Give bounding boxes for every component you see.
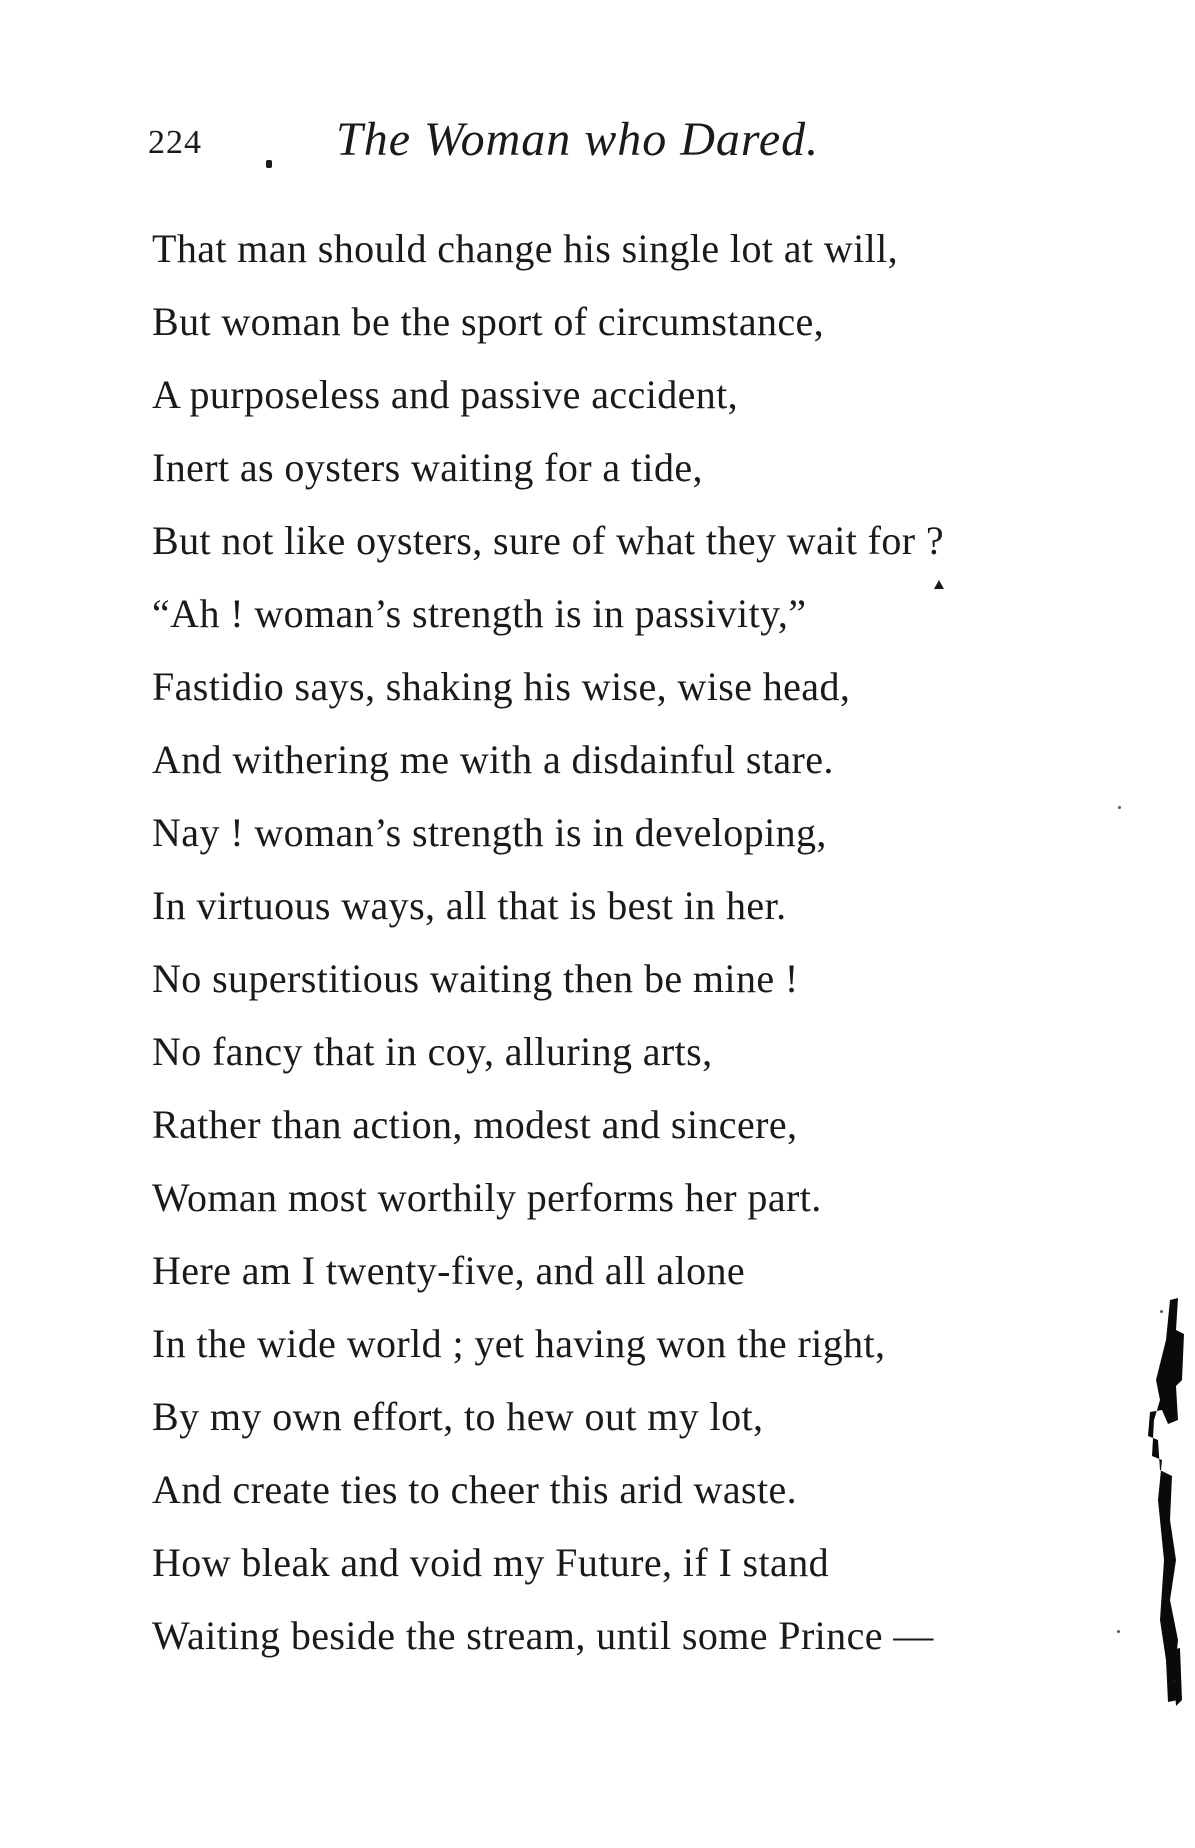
poem-line: Fastidio says, shaking his wise, wise head, bbox=[152, 664, 851, 709]
poem-line: But woman be the sport of circumstance, bbox=[152, 299, 825, 344]
poem-line: In the wide world ; yet having won the right, bbox=[152, 1321, 886, 1366]
running-title: The Woman who Dared. bbox=[336, 113, 820, 166]
poem-line: And create ties to cheer this arid waste. bbox=[152, 1467, 798, 1512]
poem-line: Waiting beside the stream, until some Prince — bbox=[152, 1613, 934, 1658]
poem-line: How bleak and void my Future, if I stand bbox=[152, 1540, 829, 1585]
poem-line: Rather than action, modest and sincere, bbox=[152, 1102, 798, 1147]
poem-line: No superstitious waiting then be mine ! bbox=[152, 956, 799, 1001]
caret-mark bbox=[934, 580, 944, 589]
poem-line: “Ah ! woman’s strength is in passivity,” bbox=[152, 591, 807, 636]
poem-line: Inert as oysters waiting for a tide, bbox=[152, 445, 703, 490]
scan-speck bbox=[1118, 806, 1121, 809]
poem-text bbox=[152, 222, 1072, 1682]
poem-line: No fancy that in coy, alluring arts, bbox=[152, 1029, 713, 1074]
poem-line: Woman most worthily performs her part. bbox=[152, 1175, 822, 1220]
scan-speck bbox=[1160, 1310, 1163, 1313]
poem-line: Nay ! woman’s strength is in developing, bbox=[152, 810, 827, 855]
poem-line: In virtuous ways, all that is best in her. bbox=[152, 883, 787, 928]
poem-line: By my own effort, to hew out my lot, bbox=[152, 1394, 764, 1439]
ink-speck bbox=[266, 160, 272, 168]
poem-line: And withering me with a disdainful stare. bbox=[152, 737, 834, 782]
page-number: 224 bbox=[148, 124, 202, 161]
poem-line: That man should change his single lot at will, bbox=[152, 226, 899, 271]
poem-line: Here am I twenty-five, and all alone bbox=[152, 1248, 746, 1293]
scan-speck bbox=[1117, 1630, 1120, 1633]
running-head bbox=[148, 112, 1048, 182]
poem-line: But not like oysters, sure of what they wait for ? bbox=[152, 518, 945, 563]
poem-line: A purposeless and passive accident, bbox=[152, 372, 739, 417]
